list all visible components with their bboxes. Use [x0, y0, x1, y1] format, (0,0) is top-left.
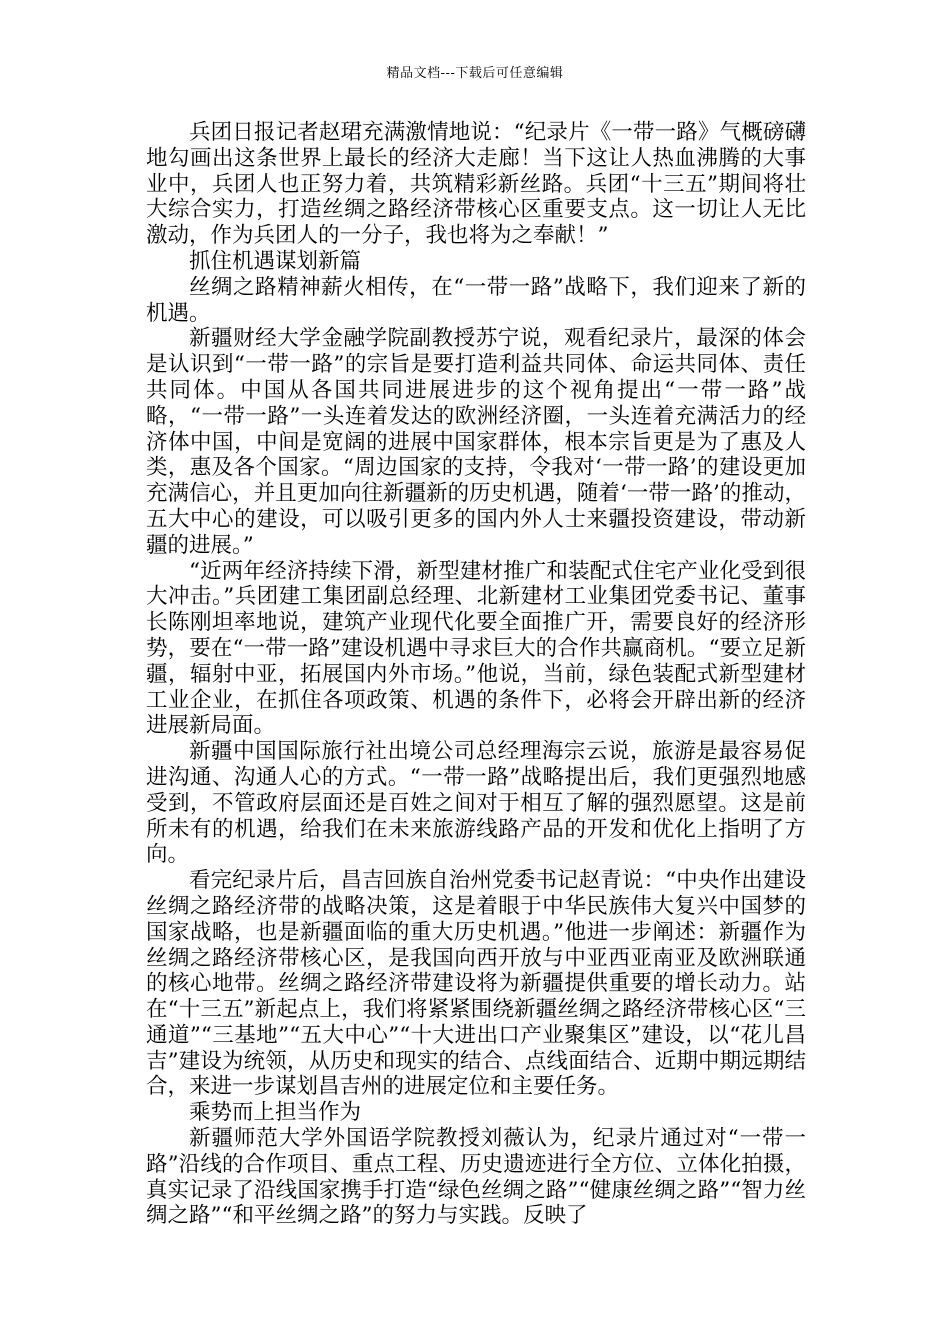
paragraph: 丝绸之路精神薪火相传，在“一带一路”战略下，我们迎来了新的机遇。: [146, 274, 806, 326]
paragraph: “近两年经济持续下滑，新型建材推广和装配式住宅产业化受到很大冲击。”兵团建工集团副总经理、北新建材工业集团党委书记、董事长陈刚坦率地说，建筑产业现代化要全面推广开，需要良好的经济形势，要在“一带一路”建设机遇中寻求巨大的合作共赢商机。“要立足新疆，辐射中亚，拓展国内外市场。”他说，当前，绿色装配式新型建材工业企业，在抓住各项政策、机遇的条件下，必将会开辟出新的经济进展新局面。: [146, 558, 806, 739]
paragraph: 兵团日报记者赵珺充满激情地说：“纪录片《一带一路》气概磅礴地勾画出这条世界上最长的经济大走廊！当下这让人热血沸腾的大事业中，兵团人也正努力着，共筑精彩新丝路。兵团“十三五”期间将壮大综合实力，打造丝绸之路经济带核心区重要支点。这一切让人无比激动，作为兵团人的一分子，我也将为之奉献！”: [146, 120, 806, 249]
paragraph: 新疆财经大学金融学院副教授苏宁说，观看纪录片，最深的体会是认识到“一带一路”的宗旨是要打造利益共同体、命运共同体、责任共同体。中国从各国共同进展进步的这个视角提出“一带一路”战略，“一带一路”一头连着发达的欧洲经济圈，一头连着充满活力的经济体中国，中间是宽阔的进展中国家群体，根本宗旨更是为了惠及人类，惠及各个国家。“周边国家的支持，令我对‘一带一路’的建设更加充满信心，并且更加向往新疆新的历史机遇，随着‘一带一路’的推动，五大中心的建设，可以吸引更多的国内外人士来疆投资建设，带动新疆的进展。”: [146, 326, 806, 558]
paragraph: 新疆中国国际旅行社出境公司总经理海宗云说，旅游是最容易促进沟通、沟通人心的方式。“一带一路”战略提出后，我们更强烈地感受到，不管政府层面还是百姓之间对于相互了解的强烈愿望。这是前所未有的机遇，给我们在未来旅游线路产品的开发和优化上指明了方向。: [146, 739, 806, 868]
article-body: [146, 120, 806, 1229]
section-heading: 乘势而上担当作为: [189, 1100, 362, 1126]
paragraph: 新疆师范大学外国语学院教授刘薇认为，纪录片通过对“一带一路”沿线的合作项目、重点工程、历史遗迹进行全方位、立体化拍摄，真实记录了沿线国家携手打造“绿色丝绸之路”“健康丝绸之路”“智力丝绸之路”“和平丝绸之路”的努力与实践。反映了: [146, 1126, 806, 1229]
page-header: 精品文档---下载后可任意编辑: [386, 66, 564, 81]
paragraph: 看完纪录片后，昌吉回族自治州党委书记赵青说：“中央作出建设丝绸之路经济带的战略决策，这是着眼于中华民族伟大复兴中国梦的国家战略，也是新疆面临的重大历史机遇。”他进一步阐述：新疆作为丝绸之路经济带核心区，是我国向西开放与中亚西亚南亚及欧洲联通的核心地带。丝绸之路经济带建设将为新疆提供重要的增长动力。站在“十三五”新起点上，我们将紧紧围绕新疆丝绸之路经济带核心区“三通道”“三基地”“五大中心”“十大进出口产业聚集区”建设，以“花儿昌吉”建设为统领，从历史和现实的结合、点线面结合、近期中期远期结合，来进一步谋划昌吉州的进展定位和主要任务。: [146, 868, 806, 1100]
section-heading: 抓住机遇谋划新篇: [189, 248, 362, 274]
